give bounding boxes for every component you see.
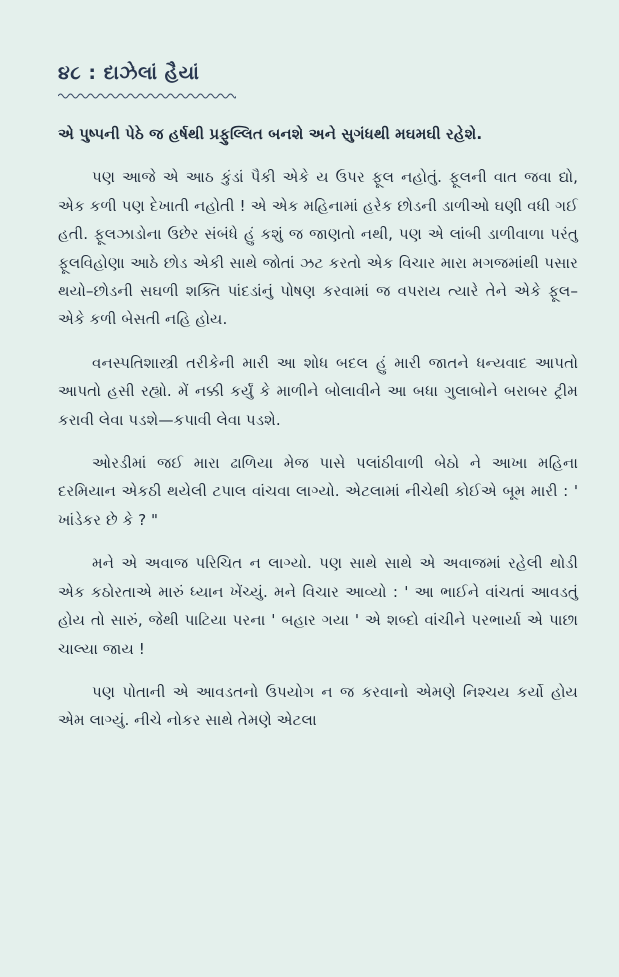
wavy-divider xyxy=(58,92,236,100)
paragraph-2: પણ આજે એ આઠ કુંડાં પૈકી એકે ય ઉપર ફૂલ નહોતું. ફૂલની વાત જવા દ્યો, એક કળી પણ દેખાતી નહોતી ! એ એક મહિનામાં હરેક છોડની ડાળીઓ ઘણી વધી ગઈ હતી. ફૂલઝાડોના ઉછેર સંબંધે હું કશું જ જાણતો નથી, પણ એ લાંબી ડાળીવાળા પરંતુ ફૂલવિહોણા આઠે છોડ એકી સાથે જોતાં ઝટ કરતો એક વિચાર મારા મગજમાંથી પસાર થયો–છોડની સઘળી શક્તિ પાંદડાંનું પોષણ કરવામાં જ વપરાય ત્યારે તેને એકે ફૂલ–એકે કળી બેસતી નહિ હોય. xyxy=(58,168,578,329)
paragraph-5: મને એ અવાજ પરિચિત ન લાગ્યો. પણ સાથે સાથે એ અવાજમાં રહેલી થોડી એક કઠોરતાએ મારું ધ્યાન ખેંચ્યું. મને વિચાર આવ્યો : ' આ ભાઈને વાંચતાં આવડતું હોય તો સારું, જેથી પાટિયા પરના ' બહાર ગયા ' એ શબ્દો વાંચીને પરભાર્યા એ પાછા ચાલ્યા જાય ! xyxy=(58,554,578,658)
header-separator: : xyxy=(88,62,97,84)
paragraph-6: પણ પોતાની એ આવડતનો ઉપયોગ ન જ કરવાનો એમણે નિશ્ચય કર્યો હોય એમ લાગ્યું. નીચે નોકર સાથે તેમણે એટલા xyxy=(58,682,578,730)
chapter-title: દાઝેલાં હૈયાં xyxy=(103,62,200,84)
paragraph-1: એ પુષ્પની પેઠે જ હર્ષથી પ્રફુલ્લિત બનશે અને સુગંધથી મઘમઘી રહેશે. xyxy=(58,125,483,143)
paragraph-3: વનસ્પતિશાસ્ત્રી તરીકેની મારી આ શોધ બદલ હું મારી જાતને ધન્યવાદ આપતો આપતો હસી રહ્યો. મેં નક્કી કર્યું કે માળીને બોલાવીને આ બધા ગુલાબોને બરાબર ટ્રીમ કરાવી લેવા પડશે—કપાવી લેવા પડશે. xyxy=(58,353,578,429)
running-header xyxy=(58,62,199,84)
body-text xyxy=(58,120,578,750)
paragraph-4: ઓરડીમાં જઈ મારા ઢાળિયા મેજ પાસે પલાંઠીવાળી બેઠો ને આખા મહિના દરમિયાન એકઠી થયેલી ટપાલ વાંચવા લાગ્યો. એટલામાં નીચેથી કોઈએ બૂમ મારી : ' ખાંડેકર છે કે ? " xyxy=(58,454,578,529)
page-number: ૪૮ xyxy=(58,62,82,84)
